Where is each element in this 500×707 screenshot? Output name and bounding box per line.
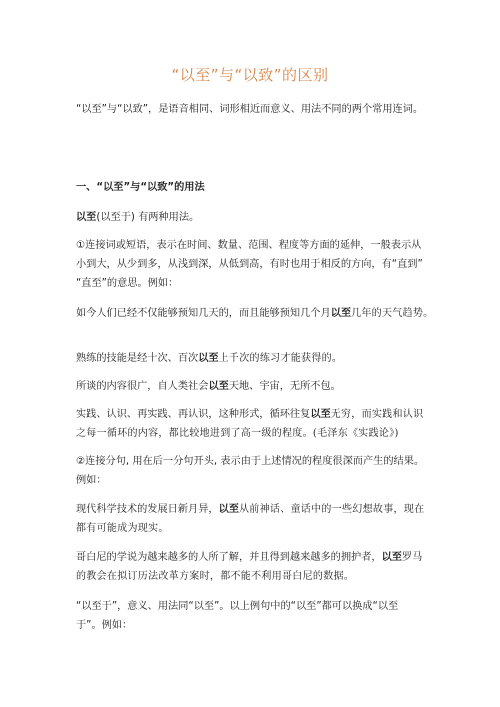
example-text: 所谈的内容很广，自人类社会: [76, 381, 209, 392]
keyword: 以至: [381, 552, 402, 563]
keyword: 以至: [218, 504, 239, 515]
note-line2: 于”。例如：: [76, 620, 133, 631]
usage1-line3: “直至”的意思。例如：: [76, 278, 179, 289]
example-text: 现代科学技术的发展日新月异，: [76, 504, 219, 515]
keyword: 以至: [208, 381, 229, 392]
usage1-line1: ①连接词或短语，表示在时间、数量、范围、程度等方面的延伸，一般表示从: [76, 240, 422, 251]
usage1-line2: 小到大，从少到多，从浅到深，从低到高，有时也用于相反的方向，有“直到”: [76, 259, 423, 270]
lead-text: (以至于) 有两种用法。: [96, 212, 200, 223]
keyword: 以至: [76, 212, 97, 223]
example-text: 罗马: [402, 552, 423, 563]
example-text: 如今人们已经不仅能够预知几天的，而且能够预知几个月: [76, 308, 331, 319]
example-text: 哥白尼的学说为越来越多的人所了解，并且得到越来越多的拥护者，: [76, 552, 382, 563]
page-title: “以至”与“以致”的区别: [171, 66, 329, 84]
example-4: [76, 405, 456, 424]
example-2: [76, 349, 456, 368]
lead-paragraph: [76, 208, 456, 227]
example-text: 几年的天气趋势。: [351, 308, 434, 319]
keyword: 以至: [310, 409, 331, 420]
example-text: 从前神话、童话中的一些幻想故事，现在: [239, 504, 425, 515]
example-text: 实践、认识、再实践、再认识，这种形式，循环往复: [76, 409, 311, 420]
example-text: 无穷，而实践和认识: [330, 409, 424, 420]
example-4-line2: 之每一循环的内容，都比较地进到了高一级的程度。(毛泽东《实践论》): [76, 428, 399, 439]
example-text: 天地、宇宙，无所不包。: [228, 381, 341, 392]
example-text: 熟练的技能是经十次、百次: [76, 353, 199, 364]
keyword: 以至: [198, 353, 219, 364]
intro-paragraph: “以至”与“以致”，是语音相同、词形相近而意义、用法不同的两个常用连词。: [76, 104, 424, 115]
example-1: [76, 304, 456, 323]
section-heading: 一、“以至”与“以致”的用法: [76, 182, 205, 193]
example-3: [76, 377, 456, 396]
usage2-line1: ②连接分句, 用在后一分句开头, 表示由于上述情况的程度很深而产生的结果。: [76, 456, 425, 467]
note-line1: “以至于”，意义、用法同“以至”。以上例句中的“以至”都可以换成“以至: [76, 601, 399, 612]
example-6-line2: 的教会在拟订历法改革方案时，都不能不利用哥白尼的数据。: [76, 571, 355, 582]
example-5: [76, 500, 456, 519]
example-6: [76, 548, 456, 567]
usage2-line2: 例如：: [76, 475, 107, 486]
example-5-line2: 都有可能成为现实。: [76, 523, 169, 534]
keyword: 以至: [330, 308, 352, 319]
example-text: 上千次的练习才能获得的。: [218, 353, 343, 364]
